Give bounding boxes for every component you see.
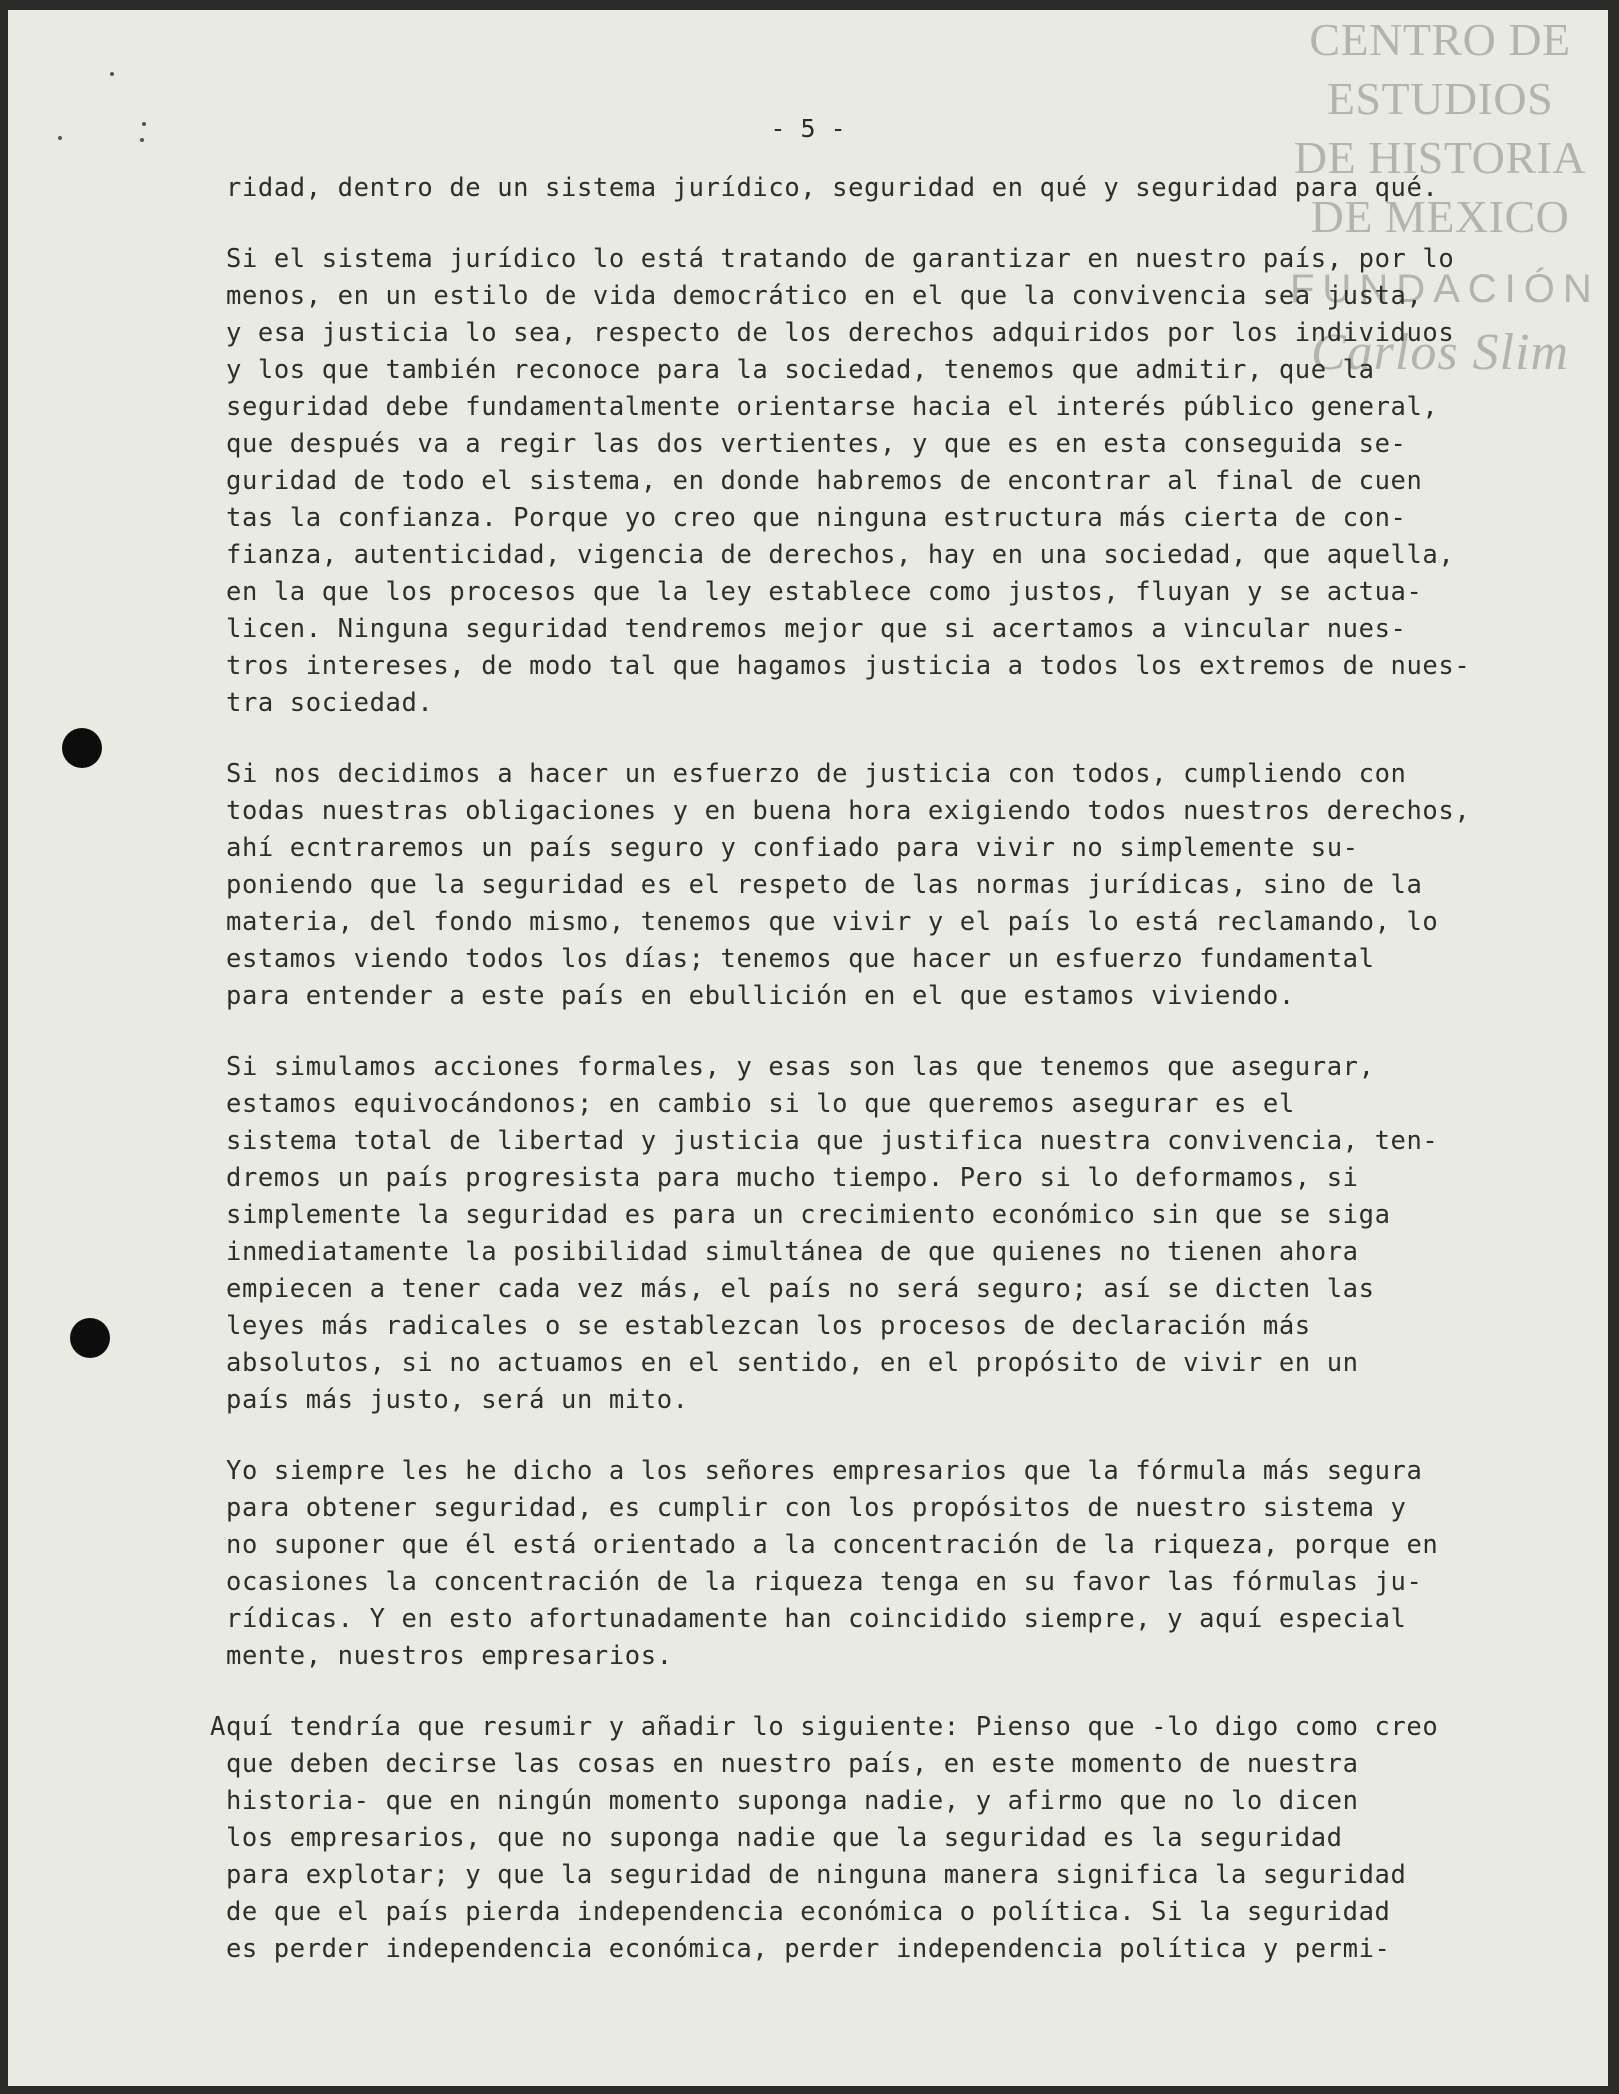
text-line: licen. Ninguna seguridad tendremos mejor que si acertamos a vincular nues- (226, 614, 1407, 644)
text-line: estamos equivocándonos; en cambio si lo que queremos asegurar es el (226, 1089, 1295, 1119)
text-line: y los que también reconoce para la sociedad, tenemos que admitir, que la (226, 355, 1375, 385)
text-line: estamos viendo todos los días; tenemos que hacer un esfuerzo fundamental (226, 944, 1375, 974)
text-line: que deben decirse las cosas en nuestro país, en este momento de nuestra (210, 1749, 1359, 1779)
page-number: - 5 - (770, 114, 846, 143)
text-line: historia- que en ningún momento suponga nadie, y afirmo que no lo dicen (210, 1786, 1359, 1816)
paragraph (226, 241, 1506, 722)
text-line: Si simulamos acciones formales, y esas son las que tenemos que asegurar, (226, 1052, 1375, 1082)
punch-hole-icon (70, 1318, 110, 1358)
text-line: simplemente la seguridad es para un crecimiento económico sin que se siga (226, 1200, 1391, 1230)
text-line: dremos un país progresista para mucho tiempo. Pero si lo deformamos, si (226, 1163, 1359, 1193)
text-line: Si el sistema jurídico lo está tratando de garantizar en nuestro país, por lo (226, 244, 1455, 274)
text-line: fianza, autenticidad, vigencia de derechos, hay en una sociedad, que aquella, (226, 540, 1455, 570)
watermark-line: CENTRO DE (1309, 14, 1571, 65)
text-line: seguridad debe fundamentalmente orientarse hacia el interés público general, (226, 392, 1439, 422)
text-line: tros intereses, de modo tal que hagamos justicia a todos los extremos de nues- (226, 651, 1471, 681)
watermark-line: ESTUDIOS (1326, 73, 1554, 124)
text-line: no suponer que él está orientado a la concentración de la riqueza, porque en (226, 1530, 1439, 1560)
text-line: todas nuestras obligaciones y en buena hora exigiendo todos nuestros derechos, (226, 796, 1471, 826)
text-line: poniendo que la seguridad es el respeto de las normas jurídicas, sino de la (226, 870, 1423, 900)
text-line: mente, nuestros empresarios. (226, 1641, 673, 1671)
text-line: que después va a regir las dos vertientes, y que es en esta conseguida se- (226, 429, 1407, 459)
paper-speck (142, 122, 146, 126)
text-line: Aquí tendría que resumir y añadir lo siguiente: Pienso que -lo digo como creo (210, 1712, 1439, 1742)
paper-speck (58, 136, 62, 140)
text-line: tra sociedad. (226, 688, 434, 718)
text-line: leyes más radicales o se establezcan los procesos de declaración más (226, 1311, 1311, 1341)
text-line: es perder independencia económica, perder independencia política y permi- (210, 1934, 1391, 1964)
text-line: país más justo, será un mito. (226, 1385, 689, 1415)
watermark-line: DE HISTORIA (1293, 132, 1587, 183)
text-line: Yo siempre les he dicho a los señores empresarios que la fórmula más segura (226, 1456, 1423, 1486)
text-line: para obtener seguridad, es cumplir con los propósitos de nuestro sistema y (226, 1493, 1407, 1523)
paper-speck (140, 138, 144, 142)
text-line: tas la confianza. Porque yo creo que ninguna estructura más cierta de con- (226, 503, 1407, 533)
watermark-line: DE MEXICO (1310, 191, 1570, 242)
text-line: absolutos, si no actuamos en el sentido, en el propósito de vivir en un (226, 1348, 1359, 1378)
document-body (210, 170, 1506, 2002)
text-line: sistema total de libertad y justicia que justifica nuestra convivencia, ten- (226, 1126, 1439, 1156)
paragraph (226, 1049, 1506, 1419)
paragraph (210, 1709, 1506, 1968)
text-line: ahí ecntraremos un país seguro y confiado para vivir no simplemente su- (226, 833, 1359, 863)
paragraph (226, 756, 1506, 1015)
text-line: menos, en un estilo de vida democrático en el que la convivencia sea justa, (226, 281, 1423, 311)
watermark-signature: Carlos Slim (1310, 324, 1570, 381)
text-line: empiecen a tener cada vez más, el país no será seguro; así se dicten las (226, 1274, 1375, 1304)
text-line: en la que los procesos que la ley establece como justos, fluyan y se actua- (226, 577, 1423, 607)
watermark-fundacion: FUNDACIÓN (1290, 267, 1600, 311)
text-line: los empresarios, que no suponga nadie que la seguridad es la seguridad (210, 1823, 1343, 1853)
text-line: ocasiones la concentración de la riqueza tenga en su favor las fórmulas ju- (226, 1567, 1423, 1597)
text-line: para explotar; y que la seguridad de ninguna manera significa la seguridad (210, 1860, 1407, 1890)
document-page (8, 10, 1608, 2086)
paragraph (226, 170, 1506, 207)
paragraph (226, 1453, 1506, 1675)
text-line: y esa justicia lo sea, respecto de los derechos adquiridos por los individuos (226, 318, 1455, 348)
text-line: de que el país pierda independencia económica o política. Si la seguridad (210, 1897, 1391, 1927)
text-line: inmediatamente la posibilidad simultánea de que quienes no tienen ahora (226, 1237, 1359, 1267)
text-line: Si nos decidimos a hacer un esfuerzo de justicia con todos, cumpliendo con (226, 759, 1407, 789)
paper-speck (110, 72, 114, 76)
text-line: ridad, dentro de un sistema jurídico, seguridad en qué y seguridad para qué. (226, 173, 1439, 203)
text-line: guridad de todo el sistema, en donde habremos de encontrar al final de cuen (226, 466, 1423, 496)
punch-hole-icon (62, 728, 102, 768)
text-line: para entender a este país en ebullición en el que estamos viviendo. (226, 981, 1295, 1011)
text-line: materia, del fondo mismo, tenemos que vivir y el país lo está reclamando, lo (226, 907, 1439, 937)
text-line: rídicas. Y en esto afortunadamente han coincidido siempre, y aquí especial (226, 1604, 1407, 1634)
